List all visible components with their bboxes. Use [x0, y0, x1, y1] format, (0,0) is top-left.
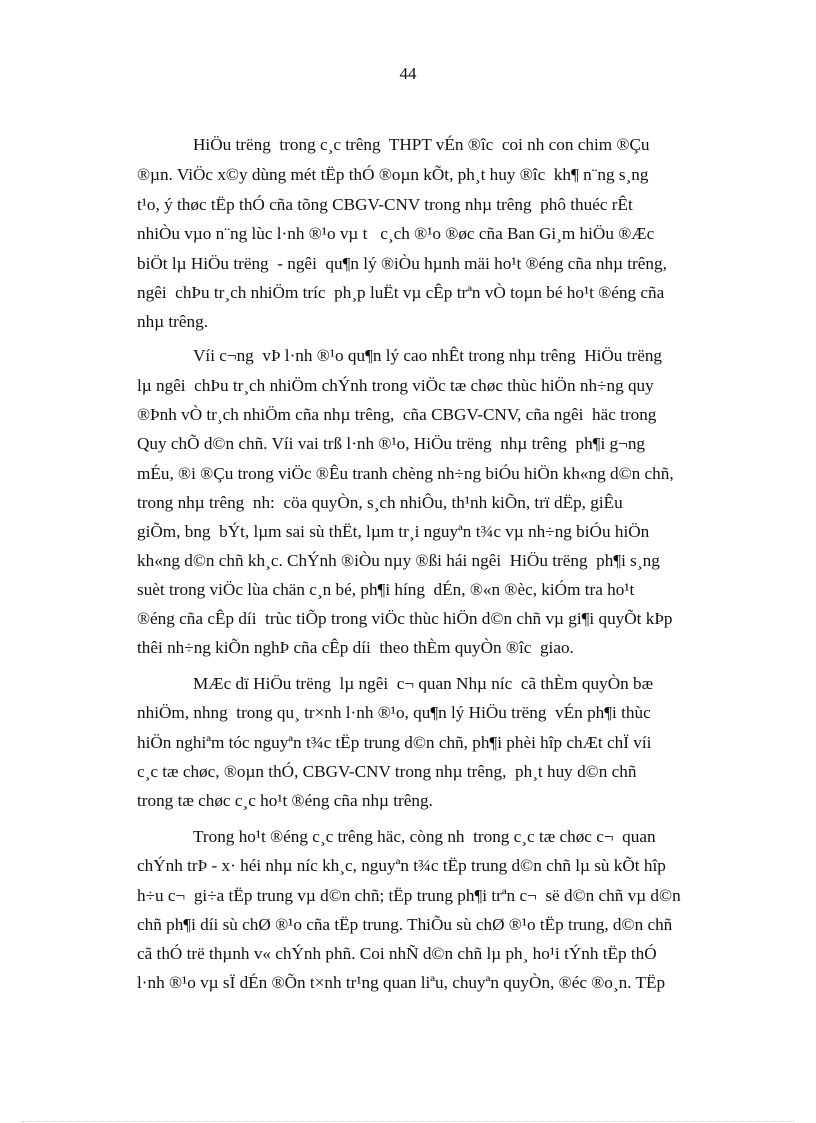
paragraph-4-line: chñ ph¶i díi sù chØ ®¹o cña tËp trung. ThiÕu sù chØ ®¹o tËp trung, d©n chñ — [137, 915, 673, 934]
paragraph-2-line: kh«ng d©n chñ kh¸c. ChÝnh ®iÒu nµy ®ßi hái ngêi HiÖu trëng ph¶i s¸ng — [137, 551, 660, 570]
paragraph-3-line: c¸c tæ chøc, ®oµn thÓ, CBGV-CNV trong nhµ trêng, ph¸t huy d©n chñ — [137, 762, 637, 781]
paragraph-2-line: ®Þnh vÒ tr¸ch nhiÖm cña nhµ trêng, cña CBGV-CNV, cña ngêi häc trong — [137, 405, 657, 424]
paragraph-1-line: ®µn. ViÖc x©y dùng mét tËp thÓ ®oµn kÕt, ph¸t huy ®îc kh¶ n¨ng s¸ng — [137, 165, 649, 184]
paragraph-3-line: hiÖn nghiªm tóc nguyªn t¾c tËp trung d©n chñ, ph¶i phèi hîp chÆt chÏ víi — [137, 733, 652, 752]
paragraph-2-line: mÉu, ®i ®Çu trong viÖc ®Êu tranh chèng nh÷ng biÓu hiÖn kh«ng d©n chñ, — [137, 464, 674, 483]
paragraph-1-line: nhµ trêng. — [137, 312, 208, 331]
paragraph-2-line: suèt trong viÖc lùa chän c¸n bé, ph¶i híng dÉn, ®«n ®èc, kiÓm tra ho¹t — [137, 580, 635, 599]
paragraph-1-line: biÖt lµ HiÖu trëng - ngêi qu¶n lý ®iÒu hµnh mäi ho¹t ®éng cña nhµ trêng, — [137, 254, 667, 273]
paragraph-2-line: Quy chÕ d©n chñ. Víi vai trß l·nh ®¹o, HiÖu trëng nhµ trêng ph¶i g¬ng — [137, 434, 646, 453]
paragraph-4-line: h÷u c¬ gi÷a tËp trung vµ d©n chñ; tËp trung ph¶i trªn c¬ së d©n chñ vµ d©n — [137, 886, 681, 905]
paragraph-4-line: chÝnh trÞ - x· héi nhµ níc kh¸c, nguyªn t¾c tËp trung d©n chñ lµ sù kÕt hîp — [137, 856, 666, 875]
paragraph-2-line: lµ ngêi chÞu tr¸ch nhiÖm chÝnh trong viÖc tæ chøc thùc hiÖn nh÷ng quy — [137, 376, 654, 395]
paragraph-2-line: thêi nh÷ng kiÕn nghÞ cña cÊp díi theo thÈm quyÒn ®îc giao. — [137, 638, 574, 657]
paragraph-1-line: nhiÒu vµo n¨ng lùc l·nh ®¹o vµ t c¸ch ®¹o ®øc cña Ban Gi¸m hiÖu ®Æc — [137, 224, 655, 243]
paragraph-3-line: nhiÖm, nhng trong qu¸ tr×nh l·nh ®¹o, qu¶n lý HiÖu trëng vÉn ph¶i thùc — [137, 703, 651, 722]
paragraph-2-line: trong nhµ trêng nh: cöa quyÒn, s¸ch nhiÔu, th¹nh kiÕn, trï dËp, giÊu — [137, 493, 623, 512]
paragraph-2-line: ®éng cña cÊp díi trùc tiÕp trong viÖc thùc hiÖn d©n chñ vµ gi¶i quyÕt kÞp — [137, 609, 673, 628]
paragraph-2-line: Víi c¬ng vÞ l·nh ®¹o qu¶n lý cao nhÊt trong nhµ trêng HiÖu trëng — [193, 346, 663, 365]
paragraph-1-line: ngêi chÞu tr¸ch nhiÖm tríc ph¸p luËt vµ cÊp trªn vÒ toµn bé ho¹t ®éng cña — [137, 283, 665, 302]
paragraph-4-line: l·nh ®¹o vµ sÏ dÉn ®Õn t×nh tr¹ng quan liªu, chuyªn quyÒn, ®éc ®o¸n. TËp — [137, 973, 666, 992]
paragraph-3-line: trong tæ chøc c¸c ho¹t ®éng cña nhµ trêng. — [137, 791, 433, 810]
paragraph-1-line: t¹o, ý thøc tËp thÓ cña tõng CBGV-CNV trong nhµ trêng phô thuéc rÊt — [137, 195, 633, 214]
paragraph-2-line: giÕm, bng bÝt, lµm sai sù thËt, lµm tr¸i nguyªn t¾c vµ nh÷ng biÓu hiÖn — [137, 522, 650, 541]
paragraph-4-line: cã thÓ trë thµnh v« chÝnh phñ. Coi nhÑ d©n chñ lµ ph¸ ho¹i tÝnh tËp thÓ — [137, 944, 657, 963]
paragraph-1-line: HiÖu trëng trong c¸c trêng THPT vÉn ®îc coi nh con chim ®Çu — [193, 135, 650, 154]
paragraph-3-line: MÆc dï HiÖu trëng lµ ngêi c¬ quan Nhµ níc cã thÈm quyÒn bæ — [193, 674, 654, 693]
page-bottom-border — [22, 1121, 794, 1122]
page-number: 44 — [399, 64, 417, 83]
paragraph-4-line: Trong ho¹t ®éng c¸c trêng häc, còng nh trong c¸c tæ chøc c¬ quan — [193, 827, 656, 846]
